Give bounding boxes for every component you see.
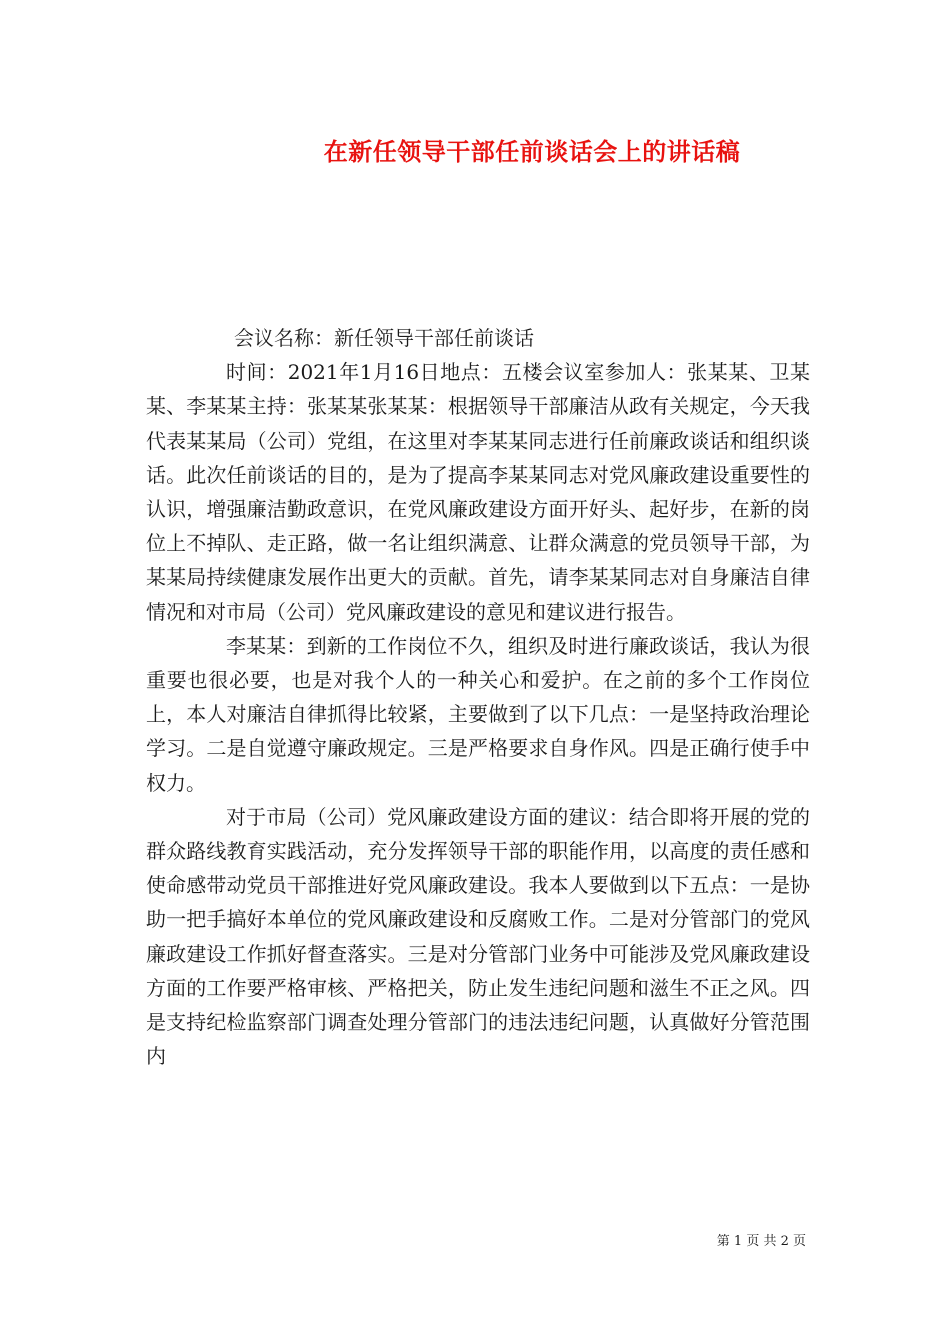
paragraph-li-statement: 李某某：到新的工作岗位不久，组织及时进行廉政谈话，我认为很重要也很必要，也是对我个人的一种关心和爱护。在之前的多个工作岗位上，本人对廉洁自律抓得比较紧，主要做到了以下几点：一是坚持政治理论学习。二是自觉遵守廉政规定。三是严格要求自身作风。四是正确行使手中权力。 <box>146 633 810 795</box>
paragraph-suggestions: 对于市局（公司）党风廉政建设方面的建议：结合即将开展的党的群众路线教育实践活动，充分发挥领导干部的职能作用，以高度的责任感和使命感带动党员干部推进好党风廉政建设。我本人要做到以下五点：一是协助一把手搞好本单位的党风廉政建设和反腐败工作。二是对分管部门的党风廉政建设工作抓好督查落实。三是对分管部门业务中可能涉及党风廉政建设方面的工作要严格审核、严格把关，防止发生违纪问题和滋生不正之风。四是支持纪检监察部门调查处理分管部门的违法违纪问题，认真做好分管范围内 <box>146 804 810 1069</box>
paragraph-meeting-info: 时间：2021年1月16日地点：五楼会议室参加人：张某某、卫某某、李某某主持：张某某张某某：根据领导干部廉洁从政有关规定，今天我代表某某局（公司）党组，在这里对李某某同志进行任前廉政谈话和组织谈话。此次任前谈话的目的，是为了提高李某某同志对党风廉政建设重要性的认识，增强廉洁勤政意识，在党风廉政建设方面开好头、起好步，在新的岗位上不掉队、走正路，做一名让组织满意、让群众满意的党员领导干部，为某某局持续健康发展作出更大的贡献。首先，请李某某同志对自身廉洁自律情况和对市局（公司）党风廉政建设的意见和建议进行报告。 <box>146 360 810 624</box>
paragraph-meeting-name: 会议名称：新任领导干部任前谈话 <box>234 326 534 350</box>
page-number-footer: 第 1 页 共 2 页 <box>716 1234 806 1249</box>
document-title: 在新任领导干部任前谈话会上的讲话稿 <box>323 137 741 166</box>
document-body <box>146 321 810 1073</box>
